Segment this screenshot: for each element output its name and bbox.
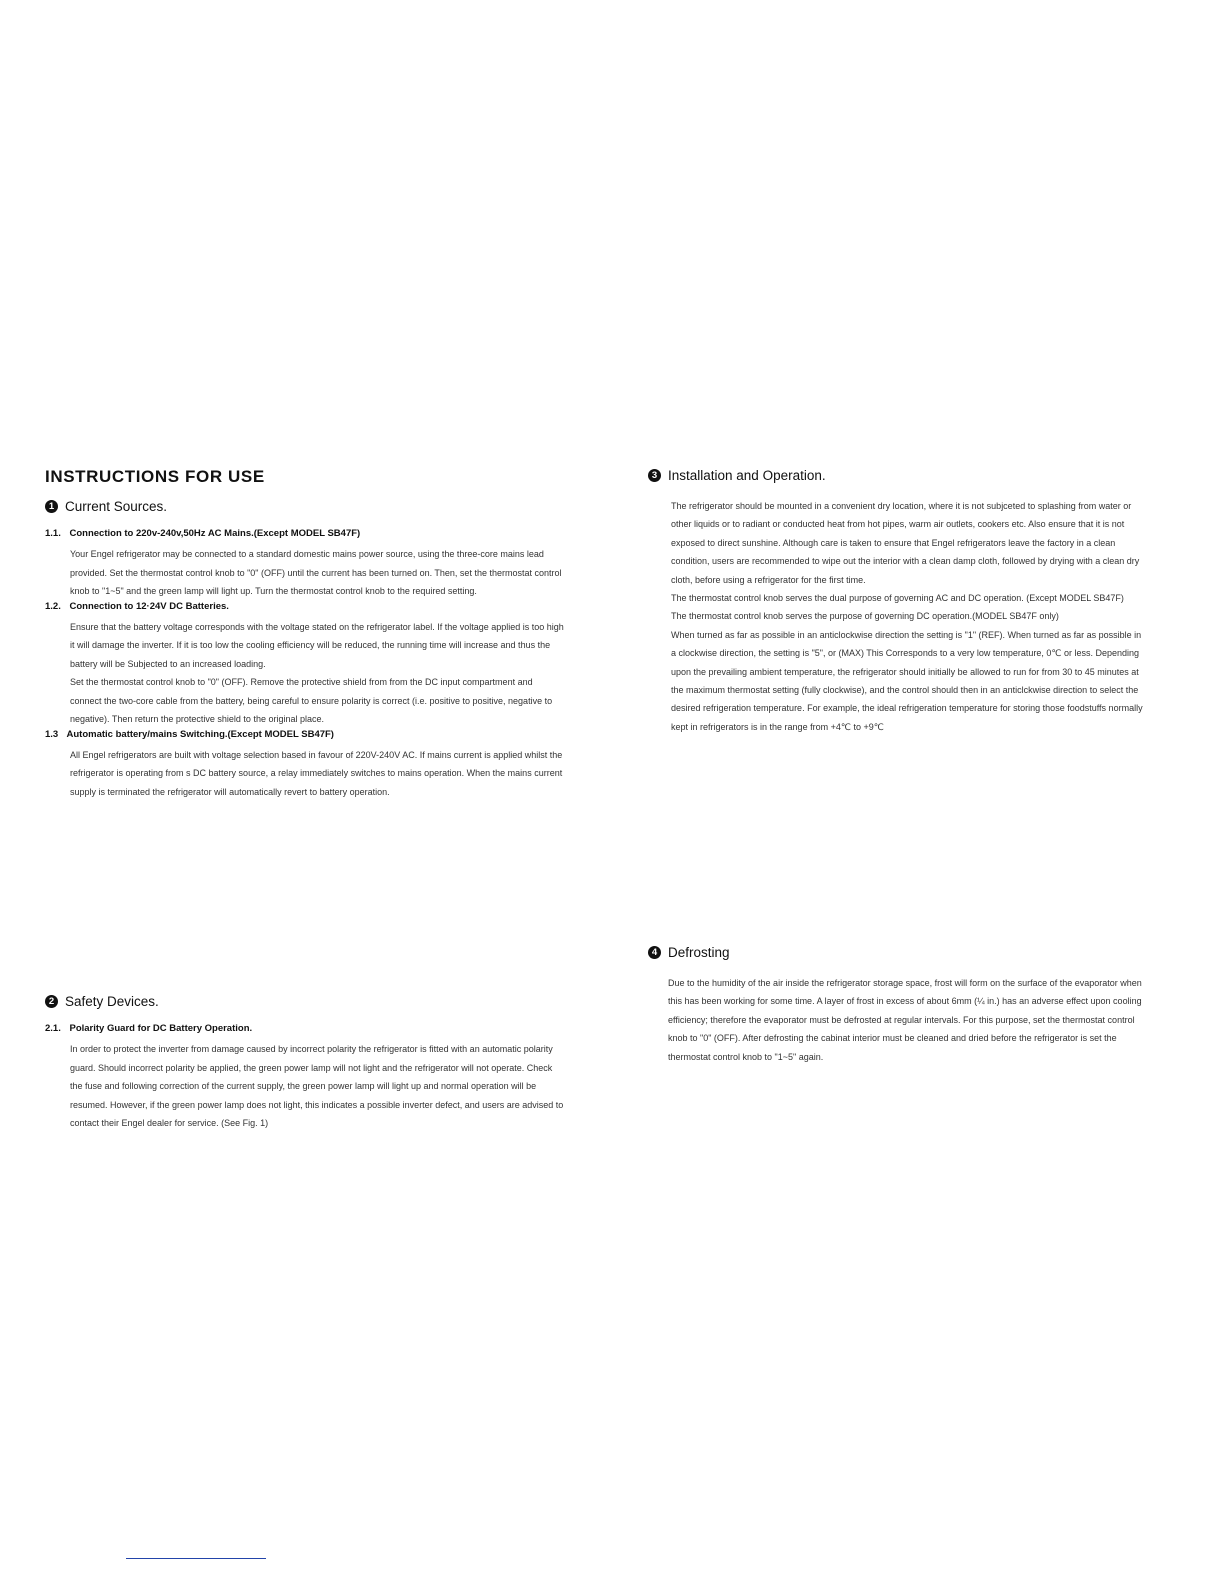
section-title-text: Safety Devices. bbox=[65, 994, 159, 1009]
subsection-1-2 bbox=[45, 601, 565, 729]
left-column-top bbox=[45, 467, 565, 801]
section-defrosting-title bbox=[648, 945, 1148, 960]
paragraph: Your Engel refrigerator may be connected to a standard domestic mains power source, using the three-core mains lead provided. Set the thermostat control knob to "0" (OFF) until the current has been turned on. Then, set the thermostat control knob to "1~5" and the green lamp will light up. Turn the thermostat control knob to the required setting. bbox=[70, 549, 562, 596]
paragraph: Set the thermostat control knob to "0" (OFF). Remove the protective shield from from the DC input compartment and connect the two-core cable from the battery, being careful to ensure polarity is correct (i.e. positive to positive, negative to negative). Then return the protective shield to the original place. bbox=[70, 677, 553, 724]
paragraph: When turned as far as possible in an anticlockwise direction the setting is "1" (REF). When turned as far as possible in a clockwise direction, the setting is "5", or (MAX) This Corresponds to a very low temperature, 0℃ or less. Depending upon the prevailing ambient temperature, the refrigerator should initially be allowed to run for from 30 to 45 minutes at the maximum thermostat setting (fully clockwise), and the control should then in an anticlckwise direction to select the desired refrigeration temperature. For example, the ideal refrigeration temperature for storing those foodstuffs normally kept in refrigerators is in the range from +4℃ to +9℃ bbox=[671, 629, 1143, 732]
subsection-heading: Automatic battery/mains Switching.(Except MODEL SB47F) bbox=[66, 728, 334, 740]
subsection-heading: Polarity Guard for DC Battery Operation. bbox=[69, 1023, 253, 1034]
paragraph: The thermostat control knob serves the purpose of governing DC operation.(MODEL SB47F only) bbox=[671, 611, 1059, 622]
subsection-label: 1.3 bbox=[45, 728, 59, 740]
number-two-icon: 2 bbox=[45, 995, 58, 1008]
paragraph: The thermostat control knob serves the dual purpose of governing AC and DC operation. (Except MODEL SB47F) bbox=[671, 593, 1124, 604]
page-title: INSTRUCTIONS FOR USE bbox=[45, 467, 265, 486]
subsection-heading: Connection to 12·24V DC Batteries. bbox=[69, 600, 229, 612]
section-safety-devices-title bbox=[45, 994, 565, 1009]
paragraph: All Engel refrigerators are built with voltage selection based in favour of 220V-240V AC. If mains current is applied whilst the refrigerator is operating from s DC battery source, a relay immediately switches to mains operation. When the mains current supply is terminated the refrigerator will automatically revert to battery operation. bbox=[70, 749, 563, 797]
paragraph: In order to protect the inverter from damage caused by incorrect polarity the refrigerator is fitted with an automatic polarity guard. Should incorrect polarity be applied, the green power lamp will not light and the refrigerator will not operate. Check the fuse and following correction of the current supply, the green power lamp will light up and normal operation will be resumed. However, if the green power lamp does not light, this indicates a possible inverter defect, and users are advised to contact their Engel dealer for service. (See Fig. 1) bbox=[70, 1044, 564, 1128]
paragraph: Ensure that the battery voltage corresponds with the voltage stated on the refrigerator label. If the voltage applied is too high it will damage the inverter. If it is too low the cooling efficiency will be reduced, the running time will increase and thus the battery will be Subjected to an increased loading. bbox=[70, 621, 564, 669]
subsection-heading: Connection to 220v-240v,50Hz AC Mains.(Except MODEL SB47F) bbox=[69, 528, 361, 539]
subsection-label: 1.1. bbox=[45, 528, 61, 539]
subsection-1-3 bbox=[45, 729, 565, 802]
number-one-icon: 1 bbox=[45, 500, 58, 513]
section-title-text: Installation and Operation. bbox=[668, 468, 826, 483]
left-column-bottom bbox=[45, 994, 565, 1133]
footer-rule bbox=[126, 1558, 266, 1559]
section-current-sources-title bbox=[45, 499, 565, 514]
right-column-top bbox=[648, 468, 1148, 736]
paragraph: The refrigerator should be mounted in a convenient dry location, where it is not subjceted to splashing from water or other liquids or to radiant or conducted heat from hot pipes, warm air outlets, cookers etc. Also ensure that it is not exposed to direct sunshine. Although care is taken to ensure that Engel refrigerators leave the factory in a clean condition, users are recommended to wipe out the interior with a clean damp cloth, followed by drying with a clean dry cloth, before using a refrigerator for the first time. bbox=[671, 501, 1140, 585]
section-title-text: Defrosting bbox=[668, 945, 730, 960]
section-title-text: Current Sources. bbox=[65, 499, 168, 514]
subsection-label: 2.1. bbox=[45, 1023, 61, 1034]
subsection-2-1 bbox=[45, 1023, 565, 1133]
subsection-label: 1.2. bbox=[45, 600, 61, 612]
subsection-1-1 bbox=[45, 528, 565, 601]
number-three-icon: 3 bbox=[648, 469, 661, 482]
paragraph: Due to the humidity of the air inside the refrigerator storage space, frost will form on the surface of the evaporator when this has been working for some time. A layer of frost in excess of about 6mm (¼ in.) has an adverse effect upon cooling efficiency; therefore the evaporator must be defrosted at regular intervals. For this purpose, set the thermostat control knob to "0" (OFF). After defrosting the cabinat interior must be cleaned and dried before the refrigerator is set the thermostat control knob to "1~5" again. bbox=[668, 978, 1142, 1062]
number-four-icon: 4 bbox=[648, 946, 661, 959]
right-column-bottom bbox=[648, 945, 1148, 1066]
section-installation-title bbox=[648, 468, 1148, 483]
